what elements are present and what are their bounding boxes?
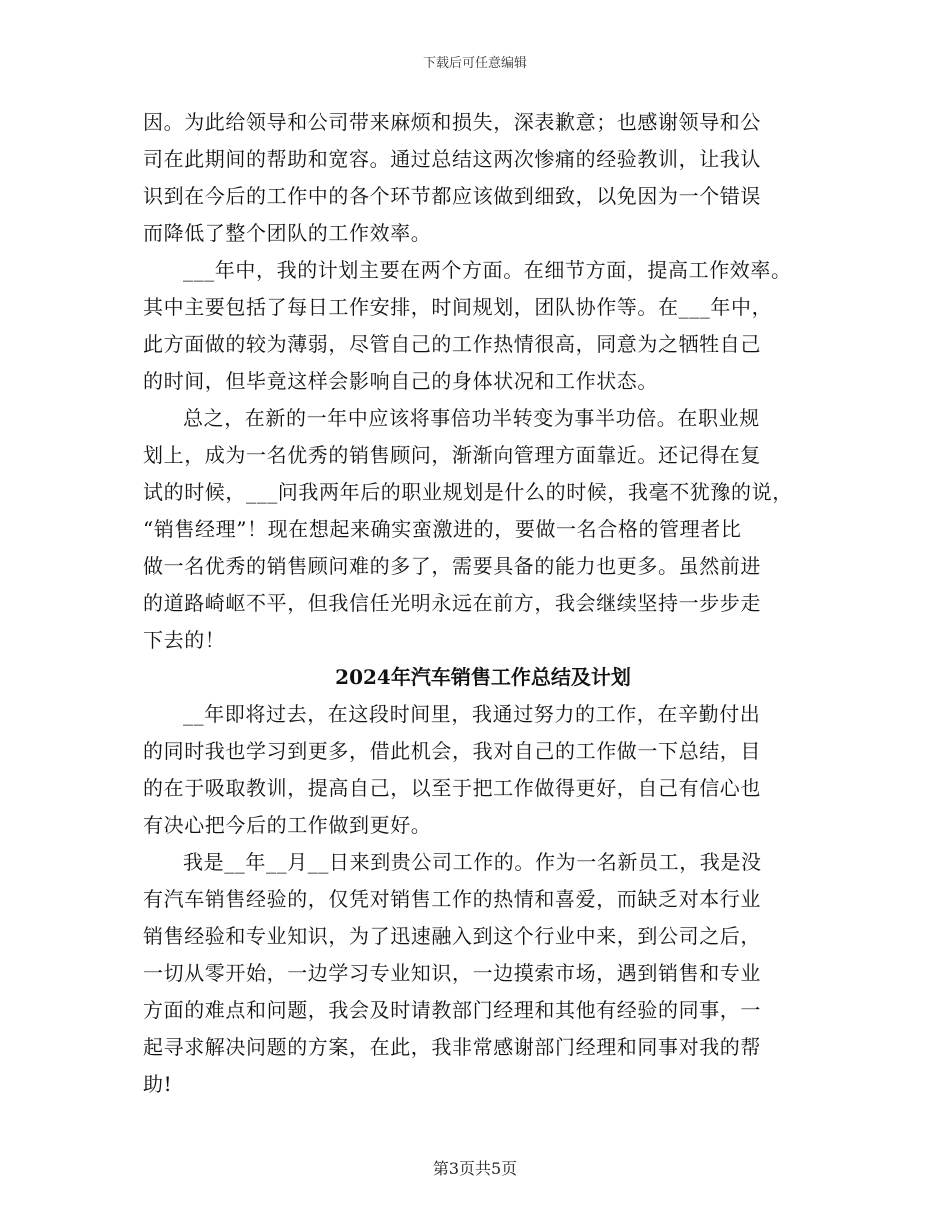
page-header: 下载后可任意编辑 bbox=[422, 56, 527, 71]
text-line: 因。为此给领导和公司带来麻烦和损失，深表歉意；也感谢领导和公 bbox=[143, 110, 761, 134]
text-line: __年即将过去，在这段时间里，我通过努力的工作，在辛勤付出 bbox=[183, 702, 761, 726]
text-line: 的道路崎岖不平，但我信任光明永远在前方，我会继续坚持一步步走 bbox=[143, 591, 761, 615]
text-line: 起寻求解决问题的方案，在此，我非常感谢部门经理和同事对我的帮 bbox=[143, 1035, 761, 1059]
text-line: 下去的！ bbox=[143, 628, 226, 652]
paragraph bbox=[143, 696, 823, 844]
paragraph bbox=[143, 400, 823, 659]
document-body bbox=[143, 104, 823, 1103]
text-line: 销售经验和专业知识，为了迅速融入到这个行业中来，到公司之后， bbox=[143, 924, 761, 948]
text-line: 而降低了整个团队的工作效率。 bbox=[143, 221, 432, 245]
text-line: 有汽车销售经验的，仅凭对销售工作的热情和喜爱，而缺乏对本行业 bbox=[143, 887, 761, 911]
paragraph bbox=[143, 844, 823, 1103]
text-line: 试的时候，___问我两年后的职业规划是什么的时候，我毫不犹豫的说， bbox=[143, 480, 793, 504]
text-line: 的同时我也学习到更多，借此机会，我对自己的工作做一下总结，目 bbox=[143, 739, 761, 763]
text-line: 划上，成为一名优秀的销售顾问，渐渐向管理方面靠近。还记得在复 bbox=[143, 443, 761, 467]
text-line: 我是__年__月__日来到贵公司工作的。作为一名新员工，我是没 bbox=[183, 850, 762, 874]
text-line: 识到在今后的工作中的各个环节都应该做到细致，以免因为一个错误 bbox=[143, 184, 761, 208]
text-line: 总之，在新的一年中应该将事倍功半转变为事半功倍。在职业规 bbox=[183, 406, 760, 430]
text-line: 方面的难点和问题，我会及时请教部门经理和其他有经验的同事，一 bbox=[143, 998, 761, 1022]
text-line: 做一名优秀的销售顾问难的多了，需要具备的能力也更多。虽然前进 bbox=[143, 554, 761, 578]
text-line: “销售经理”！现在想起来确实蛮激进的，要做一名合格的管理者比 bbox=[143, 517, 742, 541]
text-line: 其中主要包括了每日工作安排，时间规划，团队协作等。在___年中， bbox=[143, 295, 773, 319]
text-line: 司在此期间的帮助和宽容。通过总结这两次惨痛的经验教训，让我认 bbox=[143, 147, 761, 171]
text-line: 有决心把今后的工作做到更好。 bbox=[143, 813, 432, 837]
text-line: 助! bbox=[143, 1072, 173, 1096]
paragraph bbox=[143, 104, 823, 252]
text-line: 的时间，但毕竟这样会影响自己的身体状况和工作状态。 bbox=[143, 369, 658, 393]
text-line: 一切从零开始，一边学习专业知识，一边摸索市场，遇到销售和专业 bbox=[143, 961, 761, 985]
text-line: 此方面做的较为薄弱，尽管自己的工作热情很高，同意为之牺牲自己 bbox=[143, 332, 761, 356]
text-line: 的在于吸取教训，提高自己，以至于把工作做得更好，自己有信心也 bbox=[143, 776, 761, 800]
text-line: ___年中，我的计划主要在两个方面。在细节方面，提高工作效率。 bbox=[183, 258, 792, 282]
paragraph bbox=[143, 252, 823, 400]
page-footer: 第3页共5页 bbox=[432, 1159, 518, 1178]
section-title: 2024年汽车销售工作总结及计划 bbox=[335, 665, 631, 689]
